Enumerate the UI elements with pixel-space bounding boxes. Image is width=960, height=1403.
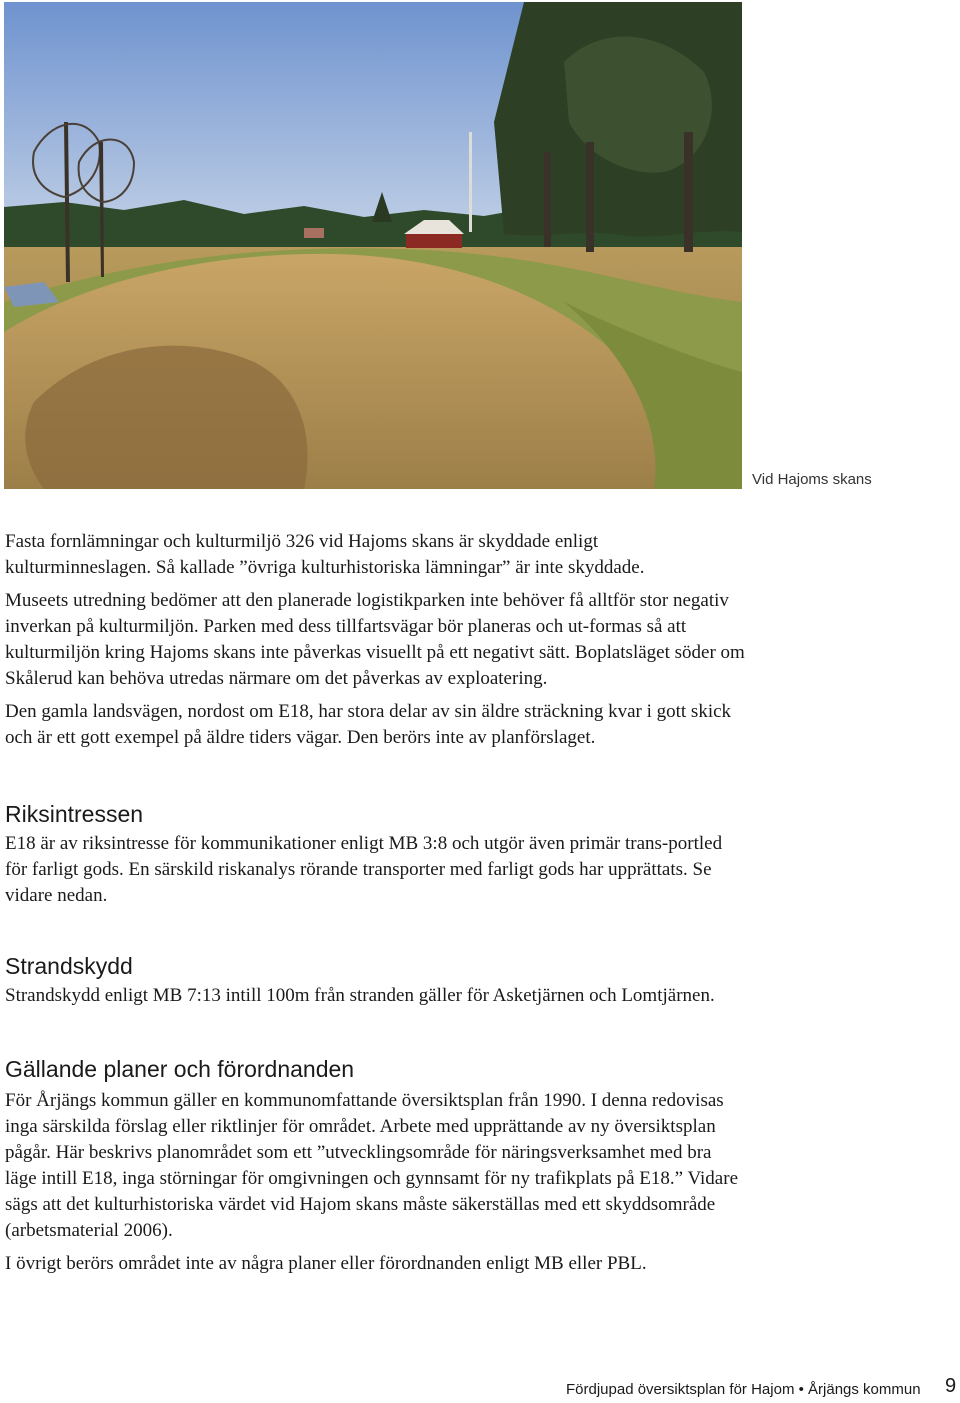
photo-caption: Vid Hajoms skans — [752, 471, 872, 488]
body-text — [5, 529, 745, 1284]
riksintressen-section — [5, 800, 745, 909]
planer-paragraph-2: I övrigt berörs området inte av några planer eller förordnanden enligt MB eller PBL. — [5, 1253, 647, 1274]
planer-paragraph-1: För Årjängs kommun gäller en kommunomfattande översiktsplan från 1990. I denna redovisas inga särskilda förslag eller riktlinjer för området. Arbete med upprättande av ny översiktsplan pågår. Här beskrivs planområdet som ett ”utvecklingsområde för näringsverksamhet med bra läge intill E18, inga störningar för omgivningen och gynnsamt för ny trafikplats på E18.” Vidare sägs att det kulturhistoriska värdet vid Hajom skans måste säkerställas med ett skyddsområde (arbetsmaterial 2006). — [5, 1090, 739, 1241]
page-number: 9 — [945, 1375, 957, 1397]
intro-paragraph-1: Fasta fornlämningar och kulturmiljö 326 vid Hajoms skans är skyddade enligt kulturminneslagen. Så kallade ”övriga kulturhistoriska lämningar” är inte skyddade. — [5, 531, 645, 578]
strandskydd-paragraph: Strandskydd enligt MB 7:13 intill 100m från stranden gäller för Asketjärnen och Lomtjärnen. — [5, 985, 715, 1006]
intro-paragraph-2: Museets utredning bedömer att den planerade logistikparken inte behöver få alltför stor negativ inverkan på kulturmiljön. Parken med dess tillfartsvägar bör planeras och ut-formas så att kulturmiljön kring Hajoms skans inte påverkas visuellt på ett negativt sätt. Boplatsläget söder om Skålerud kan behöva utredas närmare om det påverkas av exploatering. — [5, 590, 745, 689]
planer-section — [5, 1055, 745, 1277]
riksintressen-paragraph: E18 är av riksintresse för kommunikationer enligt MB 3:8 och utgör även primär trans-portled för farligt gods. En särskild riskanalys rörande transporter med farligt gods har upprättats. Se vidare nedan. — [5, 833, 723, 906]
footer-title: Fördjupad översiktsplan för Hajom • Årjängs kommun — [566, 1381, 921, 1398]
riksintressen-heading: Riksintressen — [5, 801, 144, 827]
strandskydd-heading: Strandskydd — [5, 953, 133, 979]
planer-heading: Gällande planer och förordnanden — [5, 1056, 355, 1082]
intro-paragraph-3: Den gamla landsvägen, nordost om E18, har stora delar av sin äldre sträckning kvar i gott skick och är ett gott exempel på äldre tiders vägar. Den berörs inte av planförslaget. — [5, 701, 732, 748]
strandskydd-section — [5, 952, 745, 1009]
landscape-photo — [4, 2, 742, 489]
intro-section — [5, 529, 745, 751]
